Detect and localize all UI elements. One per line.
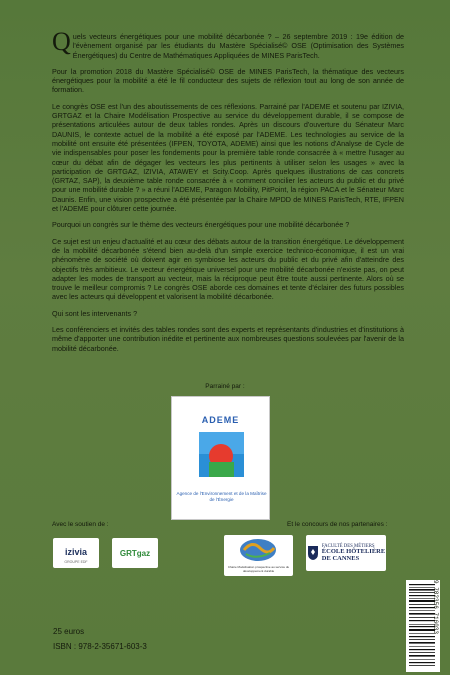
grtgaz-name: GRTgaz [119,548,151,558]
price: 25 euros [53,627,85,636]
sponsor-label: Parrainé par : [205,383,245,390]
ademe-emblem-icon [199,432,244,477]
partners-label: Et le concours de nos partenaires : [287,521,388,528]
isbn: ISBN : 978-2-35671-603-3 [53,642,147,651]
drop-cap: Q [52,27,71,56]
promotion-paragraph: Pour la promotion 2018 du Mastère Spécialisé© OSE de MINES ParisTech, la thématique des vecteurs énergétiques pour la mobilité a été le fil conducteur des sujets de réflexion tout au long de son année de formation. [52,66,404,95]
question-why: Pourquoi un congrès sur le thème des vecteurs énergétiques pour une mobilité décarbonée ? [52,220,350,230]
globe-icon [238,538,278,562]
izivia-name: izivia [64,547,87,557]
speakers-paragraph: Les conférenciers et invités des tables rondes sont des experts et représentants d'industries et d'institutions à même d'apporter une contribution inédite et pertinente aux nombreuses questions soulevées par l'avenir de la mobilité décarbonée. [52,325,404,353]
chaire-logo [224,535,293,576]
ecole-hoteliere-logo [306,535,386,571]
ecole-name: FACULTÉ DES MÉTIERS ÉCOLE HÔTELIÈRE DE CANNES [321,543,386,562]
intro-paragraph: Quels vecteurs énergétiques pour une mobilité décarbonée ? – 26 septembre 2019 : 19e édition de l'évènement organisé par les étudiants du Mastère Spécialisé© OSE (Optimisation des Systèmes Énergétiques) du Centre de Mathématiques Appliquées de MINES ParisTech. [52,27,404,60]
congress-paragraph: Le congrès OSE est l'un des aboutissements de ces réflexions. Parrainé par l'ADEME et soutenu par IZIVIA, GRTGAZ et la Chaire Modélisation Prospective au service du développement durable, il se compose de présentations articulées autour de deux tables rondes. Après un discours d'ouverture du Sénateur Marc DAUNIS, le contexte actuel de la mobilité a été exposé par l'ADEME. Les technologies au service de la mobilité ont ensuite été présentées (IFPEN, TOYOTA, ADEME) ainsi que les notions d'Analyse de Cycle de vie indispensables pour poser les fondements pour la première table ronde consacrée à « mettre l'usager au cœur du débat afin de dégager les vecteurs les plus pertinents à utiliser selon les usages » avec la participation de GRTGAZ, IZIVIA, ATAWEY et Scity.Coop. Après quelques illustrations de cas concrets (GRTAZ, SAP), la deuxième table ronde consacrée à « comment concilier les acteurs du public et du privé pour une mobilité durable ? » a réuni l'ADEME, Paragon Mobility, PitPoint, la région PACA et le Sénateur Marc Daunis. Enfin, une vision prospective a été présentée par la Chaire MPDD de MINES ParisTech, RTE, IFPEN et l'ADEME pour clôturer cette journée. [52,101,404,214]
question-who: Qui sont les intervenants ? [52,308,138,318]
izivia-logo [53,538,99,568]
ademe-logo-card [171,396,270,520]
grtgaz-logo [112,538,158,568]
crest-icon [307,545,319,561]
description-text [52,27,404,360]
ademe-subtitle: Agence de l'Environnement et de la Maîtrise de l'Énergie [176,491,267,502]
barcode-digits: 9 782356 716033 [432,580,439,635]
support-label: Avec le soutien de : [52,521,109,528]
izivia-group: GROUPE EDF [64,560,88,564]
ademe-title: ADEME [201,415,240,425]
chaire-caption: Chaire Modélisation prospective au service du développement durable [227,565,290,573]
context-paragraph: Ce sujet est un enjeu d'actualité et au cœur des débats autour de la transition énergétique. Le développement de la mobilité décarbonée s'étend bien au-delà d'un simple exercice technico-économique, il est un vrai phénomène de société où doivent agir en symbiose les acteurs du public et du privé afin d'atteindre des objectifs très ambitieux. Le vecteur énergétique universel pour une mobilité décarbonée n'existe pas, on peut adapter les modes de transport au vecteur, mais la réciproque peut être toute aussi pertinente. Alors où se trouve le meilleur compromis ? Le congrès OSE aborde ces domaines et tente d'éclairer des futurs possibles avec les acteurs qui développent et valorisent la mobilité décarbonée. [52,236,404,302]
